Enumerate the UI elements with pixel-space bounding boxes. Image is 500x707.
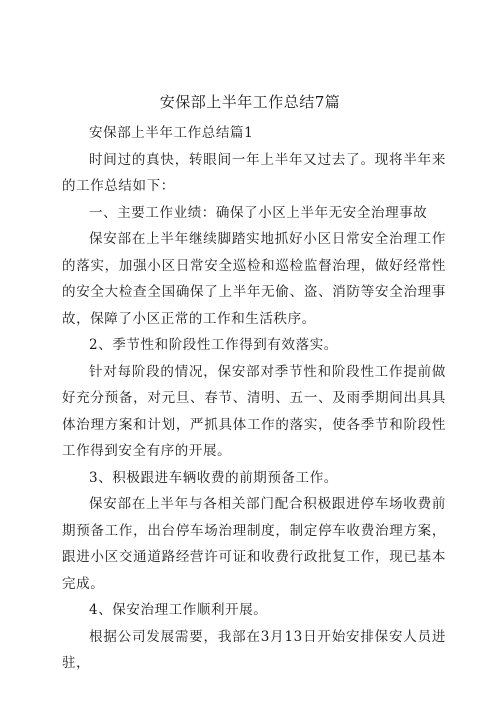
body-paragraph: 保安部在上半年继续脚踏实地抓好小区日常安全治理工作的落实，加强小区日常安全巡检和巡检监督治理，做好经常性的安全大检查全国确保了上半年无偷、盗、消防等安全治理事故，保障了小区正常的工作和生活秩序。 <box>62 231 446 327</box>
body-paragraph: 时间过的真快，转眼间一年上半年又过去了。现将半年来的工作总结如下： <box>62 151 446 194</box>
body-paragraph: 根据公司发展需要，我部在3月13日开始安排保安人员进驻， <box>62 628 446 671</box>
section-heading: 安保部上半年工作总结篇1 <box>89 125 254 141</box>
body-paragraph: 保安部在上半年与各相关部门配合积极跟进停车场收费前期预备工作，出台停车场治理制度，制定停车收费治理方案，跟进小区交通道路经营许可证和收费行政批复工作，现已基本完成。 <box>62 496 446 592</box>
subsection-heading: 3、积极跟进车辆收费的前期预备工作。 <box>89 469 338 486</box>
subsection-heading: 2、季节性和阶段性工作得到有效落实。 <box>89 337 338 353</box>
subsection-heading: 一、主要工作业绩：确保了小区上半年无安全治理事故 <box>89 204 428 221</box>
document-body <box>62 120 446 677</box>
subsection-heading: 4、保安治理工作顺利开展。 <box>89 602 268 618</box>
document-title: 安保部上半年工作总结7篇 <box>159 93 341 111</box>
body-paragraph: 针对每阶段的情况，保安部对季节性和阶段性工作提前做好充分预备，对元旦、春节、清明、五一、及雨季期间出具具体治理方案和计划，严抓具体工作的落实，使各季节和阶段性工作得到安全有序的开展。 <box>62 363 446 459</box>
